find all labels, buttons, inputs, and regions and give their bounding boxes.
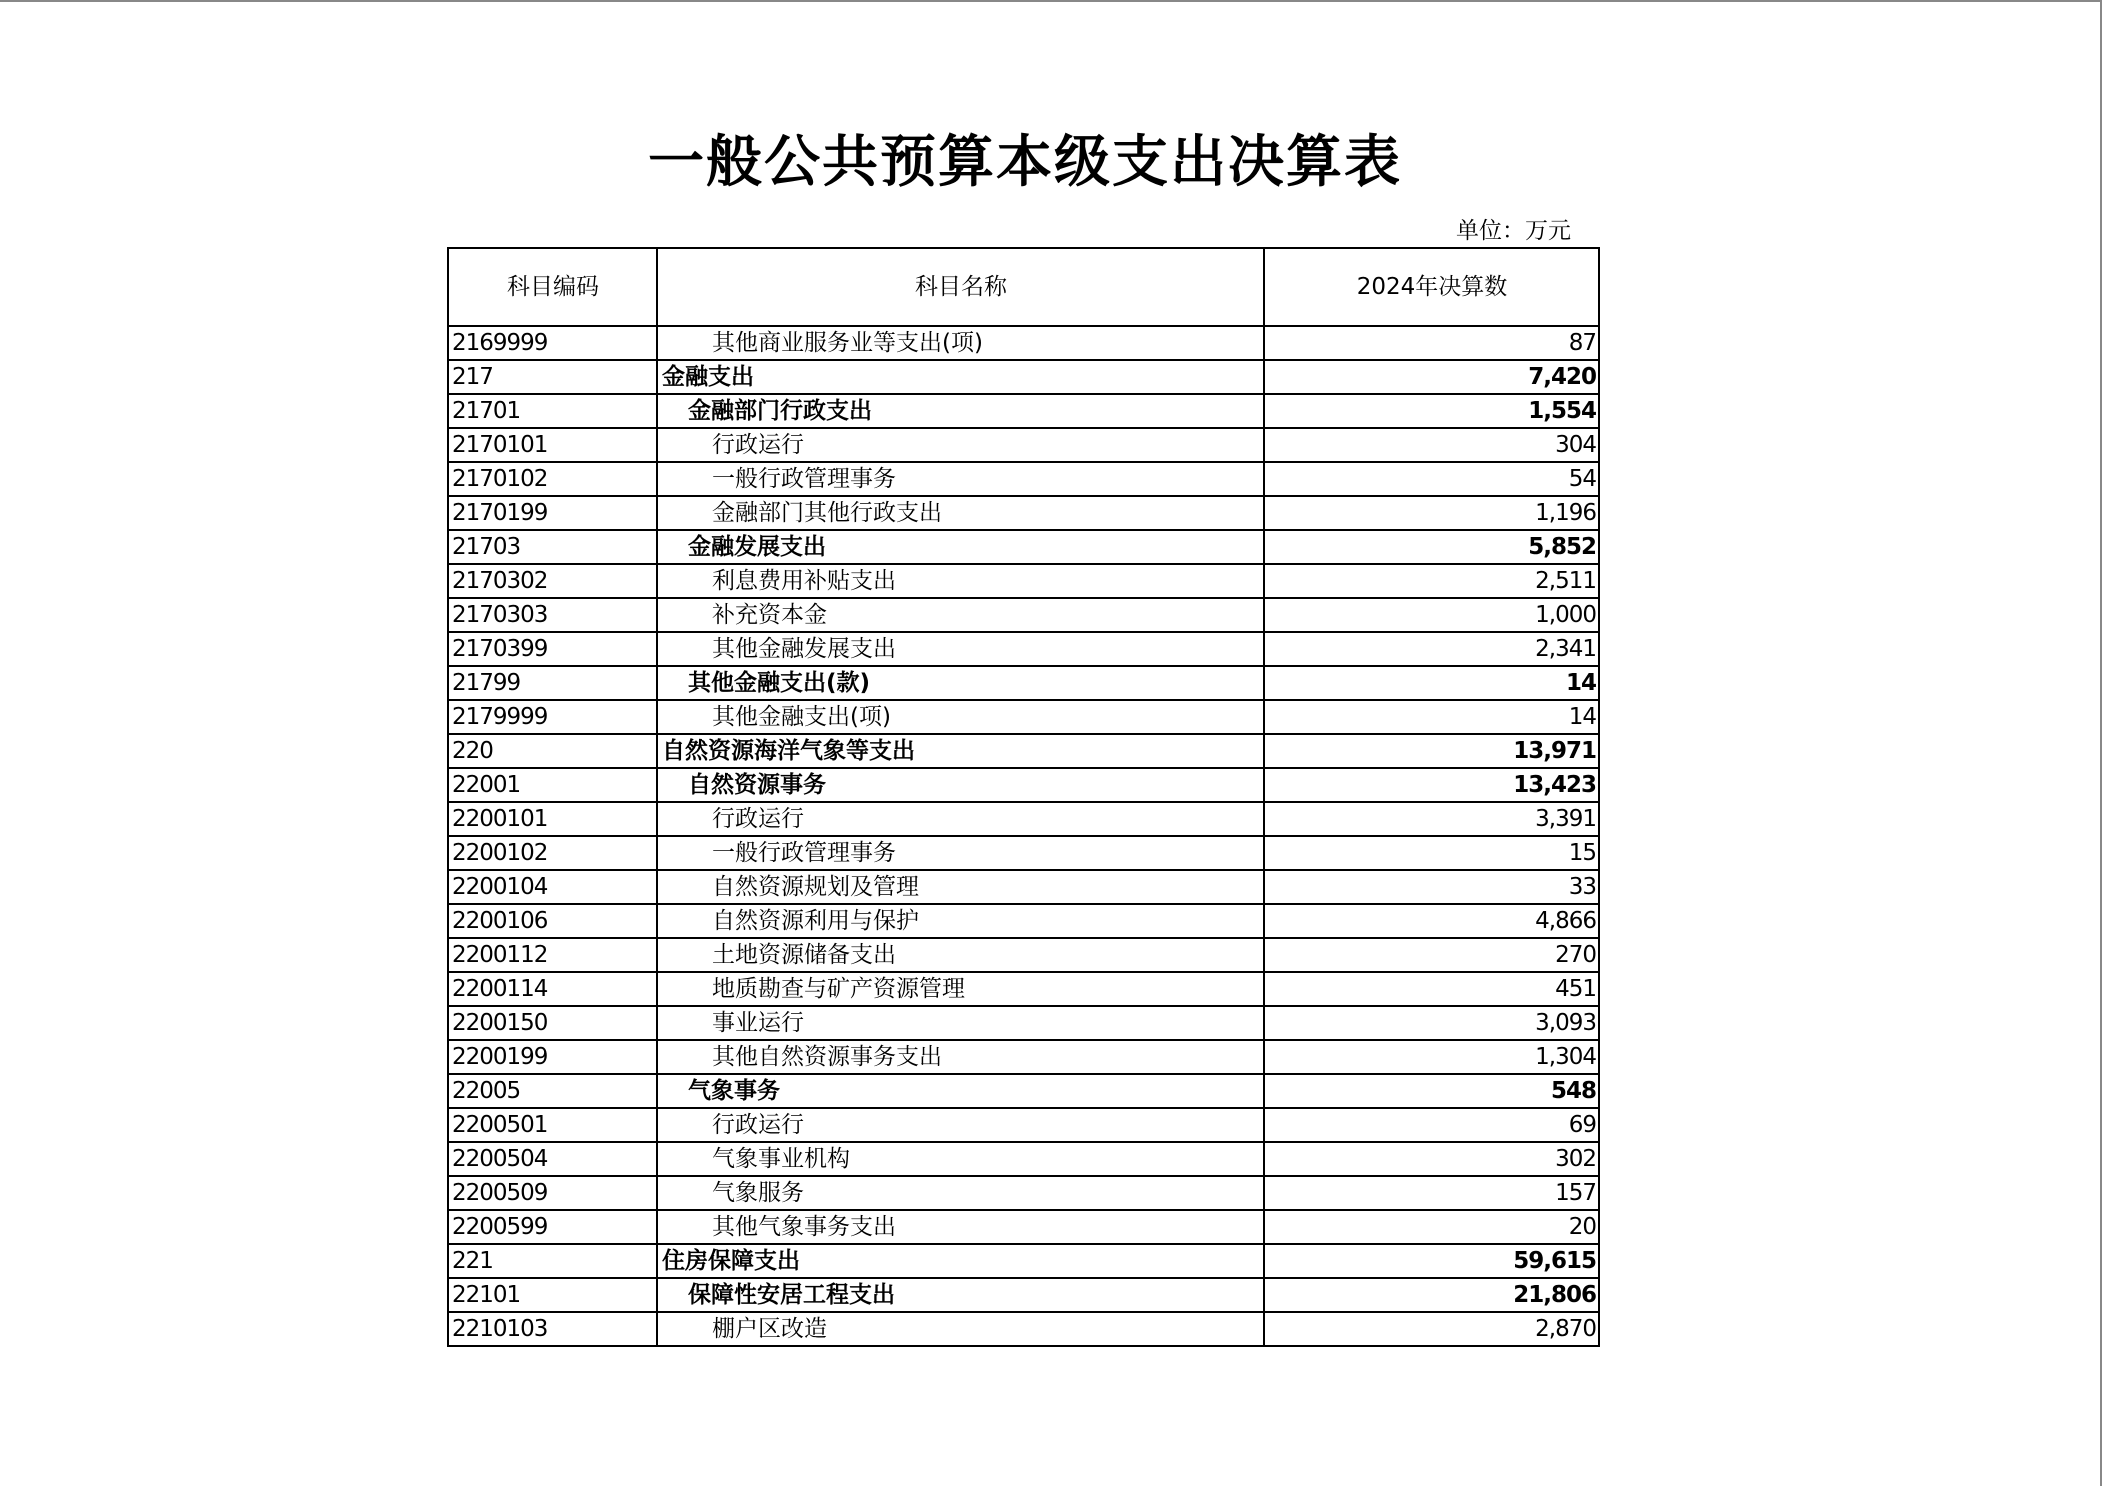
row-code: 21703 <box>448 530 657 564</box>
row-amount: 157 <box>1264 1176 1599 1210</box>
row-amount: 59,615 <box>1264 1244 1599 1278</box>
row-name: 一般行政管理事务 <box>657 836 1264 870</box>
table-row <box>448 802 1599 836</box>
row-name: 其他自然资源事务支出 <box>657 1040 1264 1074</box>
table-row <box>448 666 1599 700</box>
row-amount: 87 <box>1264 326 1599 360</box>
row-code: 2200114 <box>448 972 657 1006</box>
header-amount: 2024年决算数 <box>1264 248 1599 326</box>
table-row <box>448 768 1599 802</box>
row-code: 217 <box>448 360 657 394</box>
row-name: 其他金融支出(款) <box>657 666 1264 700</box>
row-amount: 14 <box>1264 700 1599 734</box>
row-amount: 13,971 <box>1264 734 1599 768</box>
unit-label: 单位：万元 <box>1456 218 1571 244</box>
row-name: 行政运行 <box>657 802 1264 836</box>
row-code: 2200102 <box>448 836 657 870</box>
row-code: 2169999 <box>448 326 657 360</box>
row-code: 21701 <box>448 394 657 428</box>
row-amount: 4,866 <box>1264 904 1599 938</box>
table-row <box>448 564 1599 598</box>
row-code: 22005 <box>448 1074 657 1108</box>
table-row <box>448 394 1599 428</box>
table-row <box>448 870 1599 904</box>
table-header-row <box>448 248 1599 326</box>
row-name: 气象服务 <box>657 1176 1264 1210</box>
row-name: 保障性安居工程支出 <box>657 1278 1264 1312</box>
row-amount: 2,870 <box>1264 1312 1599 1346</box>
table-row <box>448 598 1599 632</box>
row-name: 气象事务 <box>657 1074 1264 1108</box>
budget-table <box>447 247 1600 1347</box>
row-amount: 69 <box>1264 1108 1599 1142</box>
row-code: 220 <box>448 734 657 768</box>
row-amount: 1,554 <box>1264 394 1599 428</box>
row-amount: 302 <box>1264 1142 1599 1176</box>
row-name: 金融发展支出 <box>657 530 1264 564</box>
table-row <box>448 428 1599 462</box>
row-code: 2200501 <box>448 1108 657 1142</box>
row-name: 自然资源规划及管理 <box>657 870 1264 904</box>
row-code: 2200509 <box>448 1176 657 1210</box>
row-name: 一般行政管理事务 <box>657 462 1264 496</box>
row-name: 金融部门其他行政支出 <box>657 496 1264 530</box>
table-row <box>448 836 1599 870</box>
row-amount: 3,391 <box>1264 802 1599 836</box>
table-row <box>448 938 1599 972</box>
row-amount: 548 <box>1264 1074 1599 1108</box>
table-row <box>448 1244 1599 1278</box>
row-name: 自然资源海洋气象等支出 <box>657 734 1264 768</box>
row-amount: 2,341 <box>1264 632 1599 666</box>
table-row <box>448 1176 1599 1210</box>
row-code: 21799 <box>448 666 657 700</box>
table-row <box>448 1278 1599 1312</box>
table-row <box>448 972 1599 1006</box>
row-code: 2170303 <box>448 598 657 632</box>
row-name: 地质勘查与矿产资源管理 <box>657 972 1264 1006</box>
row-name: 土地资源储备支出 <box>657 938 1264 972</box>
row-code: 2170302 <box>448 564 657 598</box>
row-name: 行政运行 <box>657 428 1264 462</box>
page-title: 一般公共预算本级支出决算表 <box>648 129 1402 195</box>
row-amount: 270 <box>1264 938 1599 972</box>
table-row <box>448 904 1599 938</box>
header-code: 科目编码 <box>448 248 657 326</box>
table-row <box>448 1210 1599 1244</box>
row-name: 其他气象事务支出 <box>657 1210 1264 1244</box>
row-name: 金融部门行政支出 <box>657 394 1264 428</box>
table-row <box>448 326 1599 360</box>
row-amount: 15 <box>1264 836 1599 870</box>
table-row <box>448 1108 1599 1142</box>
table-row <box>448 462 1599 496</box>
row-code: 2170101 <box>448 428 657 462</box>
row-name: 其他商业服务业等支出(项) <box>657 326 1264 360</box>
row-name: 其他金融支出(项) <box>657 700 1264 734</box>
row-amount: 20 <box>1264 1210 1599 1244</box>
row-code: 2200112 <box>448 938 657 972</box>
row-code: 2170199 <box>448 496 657 530</box>
table-row <box>448 1074 1599 1108</box>
row-amount: 1,000 <box>1264 598 1599 632</box>
row-amount: 54 <box>1264 462 1599 496</box>
row-name: 其他金融发展支出 <box>657 632 1264 666</box>
row-name: 棚户区改造 <box>657 1312 1264 1346</box>
row-code: 22001 <box>448 768 657 802</box>
table-row <box>448 1040 1599 1074</box>
table-row <box>448 360 1599 394</box>
row-code: 2170102 <box>448 462 657 496</box>
row-code: 2200101 <box>448 802 657 836</box>
row-amount: 13,423 <box>1264 768 1599 802</box>
row-amount: 451 <box>1264 972 1599 1006</box>
row-amount: 33 <box>1264 870 1599 904</box>
row-name: 自然资源事务 <box>657 768 1264 802</box>
row-code: 2179999 <box>448 700 657 734</box>
row-code: 2200199 <box>448 1040 657 1074</box>
table-row <box>448 530 1599 564</box>
row-name: 事业运行 <box>657 1006 1264 1040</box>
row-amount: 304 <box>1264 428 1599 462</box>
row-code: 2200504 <box>448 1142 657 1176</box>
row-name: 气象事业机构 <box>657 1142 1264 1176</box>
row-name: 行政运行 <box>657 1108 1264 1142</box>
row-name: 利息费用补贴支出 <box>657 564 1264 598</box>
row-amount: 3,093 <box>1264 1006 1599 1040</box>
header-name: 科目名称 <box>657 248 1264 326</box>
row-name: 自然资源利用与保护 <box>657 904 1264 938</box>
table-row <box>448 496 1599 530</box>
row-name: 金融支出 <box>657 360 1264 394</box>
table-row <box>448 734 1599 768</box>
row-code: 22101 <box>448 1278 657 1312</box>
row-code: 2210103 <box>448 1312 657 1346</box>
row-name: 补充资本金 <box>657 598 1264 632</box>
row-code: 2200106 <box>448 904 657 938</box>
row-code: 2200150 <box>448 1006 657 1040</box>
row-amount: 1,304 <box>1264 1040 1599 1074</box>
row-code: 2170399 <box>448 632 657 666</box>
row-amount: 21,806 <box>1264 1278 1599 1312</box>
row-amount: 2,511 <box>1264 564 1599 598</box>
table-row <box>448 1142 1599 1176</box>
row-amount: 14 <box>1264 666 1599 700</box>
table-row <box>448 1312 1599 1346</box>
table-row <box>448 632 1599 666</box>
row-amount: 1,196 <box>1264 496 1599 530</box>
table-body <box>448 326 1599 1346</box>
table-row <box>448 700 1599 734</box>
row-code: 2200104 <box>448 870 657 904</box>
row-amount: 5,852 <box>1264 530 1599 564</box>
row-code: 221 <box>448 1244 657 1278</box>
row-code: 2200599 <box>448 1210 657 1244</box>
row-amount: 7,420 <box>1264 360 1599 394</box>
table-row <box>448 1006 1599 1040</box>
row-name: 住房保障支出 <box>657 1244 1264 1278</box>
